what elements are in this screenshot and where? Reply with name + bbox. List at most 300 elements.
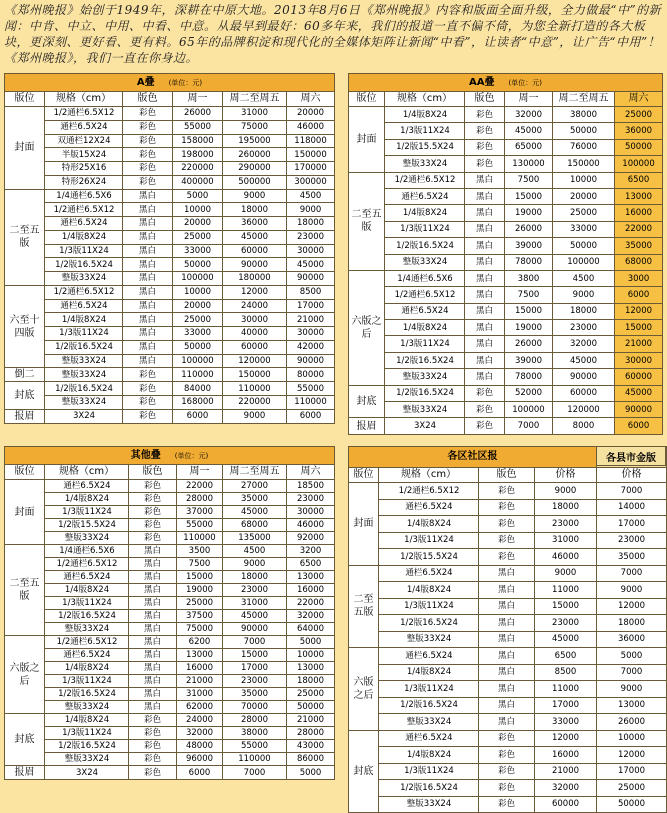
price-cell: 10000 xyxy=(597,730,667,747)
table-row xyxy=(349,205,663,221)
price-cell: 36000 xyxy=(223,217,287,231)
price-cell: 45000 xyxy=(223,610,287,623)
price-cell: 13000 xyxy=(615,188,663,204)
price-cell: 16000 xyxy=(287,584,335,597)
price-cell: 25000 xyxy=(177,597,223,610)
spec-cell: 1/2通栏6.5X12 xyxy=(45,636,129,649)
price-cell: 24000 xyxy=(223,299,287,313)
color-cell: 黑白 xyxy=(123,354,173,368)
table-row xyxy=(5,175,335,189)
color-cell: 彩色 xyxy=(479,549,535,566)
price-cell: 50000 xyxy=(615,139,663,155)
column-header: 版位 xyxy=(349,468,379,483)
table-title: 其他叠 xyxy=(130,449,161,461)
price-cell: 12000 xyxy=(597,747,667,764)
table-row xyxy=(349,156,663,172)
spec-cell: 整版33X24 xyxy=(385,156,465,172)
price-cell: 90000 xyxy=(615,402,663,418)
price-cell: 10000 xyxy=(553,172,615,188)
table-row xyxy=(5,217,335,231)
color-cell: 黑白 xyxy=(465,303,505,319)
section-label: 倒二 xyxy=(5,368,45,382)
color-cell: 彩色 xyxy=(123,120,173,134)
price-cell: 4500 xyxy=(223,545,287,558)
section-label: 六版之后 xyxy=(349,648,379,731)
spec-cell: 整版33X24 xyxy=(379,796,479,813)
color-cell: 黑白 xyxy=(479,714,535,731)
column-header: 版色 xyxy=(479,468,535,483)
table-row xyxy=(5,327,335,341)
table-header-row xyxy=(349,92,663,107)
color-cell: 黑白 xyxy=(129,636,177,649)
color-cell: 彩色 xyxy=(129,519,177,532)
color-cell: 黑白 xyxy=(465,188,505,204)
table-row xyxy=(349,598,667,615)
color-cell: 彩色 xyxy=(129,506,177,519)
table-row xyxy=(349,336,663,352)
color-cell: 黑白 xyxy=(123,313,173,327)
price-cell: 27000 xyxy=(223,480,287,493)
table-row xyxy=(349,303,663,319)
price-cell: 55000 xyxy=(287,382,335,396)
price-cell: 45000 xyxy=(505,123,553,139)
price-cell: 180000 xyxy=(223,272,287,286)
table-row xyxy=(349,369,663,385)
color-cell: 彩色 xyxy=(465,385,505,401)
spec-cell: 1/4版8X24 xyxy=(385,107,465,123)
price-cell: 22000 xyxy=(177,480,223,493)
price-cell: 30000 xyxy=(287,506,335,519)
column-header: 版色 xyxy=(465,92,505,107)
column-header: 版位 xyxy=(5,465,45,480)
price-cell: 45000 xyxy=(287,258,335,272)
section-label: 封面 xyxy=(349,107,385,173)
color-cell: 黑白 xyxy=(465,205,505,221)
price-cell: 11000 xyxy=(535,582,597,599)
price-cell: 150000 xyxy=(223,368,287,382)
spec-cell: 整版33X24 xyxy=(45,623,129,636)
spec-cell: 特形26X24 xyxy=(45,175,123,189)
price-cell: 12000 xyxy=(223,285,287,299)
table-row xyxy=(349,385,663,401)
price-cell: 46000 xyxy=(287,519,335,532)
price-cell: 170000 xyxy=(287,162,335,176)
price-cell: 46000 xyxy=(535,549,597,566)
spec-cell: 整版33X24 xyxy=(45,701,129,714)
color-cell: 彩色 xyxy=(123,148,173,162)
color-cell: 黑白 xyxy=(465,287,505,303)
price-cell: 15000 xyxy=(535,598,597,615)
color-cell: 彩色 xyxy=(479,516,535,533)
spec-cell: 1/2版16.5X24 xyxy=(45,610,129,623)
color-cell: 彩色 xyxy=(123,368,173,382)
price-cell: 110000 xyxy=(223,753,287,766)
price-cell: 158000 xyxy=(173,134,223,148)
table-row xyxy=(349,697,667,714)
price-cell: 100000 xyxy=(173,354,223,368)
spec-cell: 双通栏12X24 xyxy=(45,134,123,148)
table-row xyxy=(349,532,667,549)
price-cell: 6000 xyxy=(287,409,335,423)
table-row xyxy=(5,313,335,327)
column-header: 版色 xyxy=(123,92,173,107)
spec-cell: 1/3版11X24 xyxy=(45,675,129,688)
table-row xyxy=(349,565,667,582)
table-row xyxy=(349,287,663,303)
price-cell: 7000 xyxy=(597,664,667,681)
table-row xyxy=(5,258,335,272)
color-cell: 彩色 xyxy=(129,766,177,780)
spec-cell: 1/4版8X24 xyxy=(379,747,479,764)
price-cell: 21000 xyxy=(615,336,663,352)
table-row xyxy=(349,681,667,698)
price-cell: 3000 xyxy=(615,270,663,286)
color-cell: 黑白 xyxy=(123,244,173,258)
price-cell: 20000 xyxy=(173,217,223,231)
color-cell: 黑白 xyxy=(479,664,535,681)
color-cell: 彩色 xyxy=(123,175,173,189)
section-label: 六版之后 xyxy=(5,636,45,714)
table-row xyxy=(5,532,335,545)
spec-cell: 通栏6.5X24 xyxy=(379,499,479,516)
price-cell: 23000 xyxy=(223,675,287,688)
color-cell: 黑白 xyxy=(465,270,505,286)
price-cell: 22000 xyxy=(287,597,335,610)
color-cell: 黑白 xyxy=(479,697,535,714)
spec-cell: 通栏6.5X24 xyxy=(379,648,479,665)
spec-cell: 整版33X24 xyxy=(385,369,465,385)
color-cell: 彩色 xyxy=(129,740,177,753)
price-cell: 32000 xyxy=(505,107,553,123)
table-row xyxy=(349,320,663,336)
spec-cell: 整版33X24 xyxy=(385,402,465,418)
price-cell: 5000 xyxy=(597,648,667,665)
price-cell: 150000 xyxy=(553,156,615,172)
spec-cell: 半版15X24 xyxy=(45,148,123,162)
price-cell: 19000 xyxy=(505,205,553,221)
price-cell: 15000 xyxy=(505,188,553,204)
price-cell: 35000 xyxy=(597,549,667,566)
price-cell: 26000 xyxy=(505,336,553,352)
price-cell: 21000 xyxy=(177,675,223,688)
table-row xyxy=(349,747,667,764)
spec-cell: 1/4版8X24 xyxy=(385,320,465,336)
spec-cell: 1/4版8X24 xyxy=(379,582,479,599)
column-header: 周二至周五 xyxy=(223,465,287,480)
price-cell: 55000 xyxy=(173,120,223,134)
spec-cell: 通栏6.5X24 xyxy=(45,120,123,134)
price-cell: 220000 xyxy=(223,396,287,410)
price-cell: 8500 xyxy=(287,285,335,299)
table-row xyxy=(5,368,335,382)
rate-table-aa xyxy=(348,73,663,435)
spec-cell: 整版33X24 xyxy=(45,272,123,286)
section-label: 封底 xyxy=(349,730,379,813)
price-cell: 33000 xyxy=(173,244,223,258)
price-cell: 37500 xyxy=(177,610,223,623)
column-header: 周六 xyxy=(615,92,663,107)
section-label: 报眉 xyxy=(5,766,45,780)
color-cell: 黑白 xyxy=(479,631,535,648)
price-cell: 23000 xyxy=(597,532,667,549)
price-cell: 80000 xyxy=(287,368,335,382)
price-cell: 68000 xyxy=(615,254,663,270)
price-cell: 100000 xyxy=(553,254,615,270)
price-cell: 9000 xyxy=(535,565,597,582)
section-label: 封底 xyxy=(349,385,385,418)
color-cell: 黑白 xyxy=(465,238,505,254)
table-row xyxy=(349,172,663,188)
spec-cell: 1/2版15.5X24 xyxy=(379,549,479,566)
price-cell: 22000 xyxy=(615,221,663,237)
table-row xyxy=(349,714,667,731)
spec-cell: 整版33X24 xyxy=(45,368,123,382)
spec-cell: 1/3版11X24 xyxy=(45,597,129,610)
price-cell: 18000 xyxy=(553,303,615,319)
price-cell: 400000 xyxy=(173,175,223,189)
spec-cell: 1/3版11X24 xyxy=(45,506,129,519)
table-row xyxy=(349,549,667,566)
table-row xyxy=(5,727,335,740)
column-header: 周一 xyxy=(177,465,223,480)
spec-cell: 1/3版11X24 xyxy=(45,327,123,341)
table-row xyxy=(5,506,335,519)
price-cell: 3800 xyxy=(505,270,553,286)
table-row xyxy=(349,188,663,204)
price-cell: 100000 xyxy=(615,156,663,172)
column-header: 版位 xyxy=(5,92,45,107)
table-row xyxy=(349,615,667,632)
table-unit: (单位：元) xyxy=(174,451,209,460)
price-cell: 16000 xyxy=(535,747,597,764)
color-cell: 黑白 xyxy=(129,584,177,597)
price-cell: 12000 xyxy=(615,303,663,319)
color-cell: 黑白 xyxy=(123,217,173,231)
table-title-row xyxy=(5,74,335,92)
price-cell: 31000 xyxy=(177,688,223,701)
price-cell: 48000 xyxy=(177,740,223,753)
price-cell: 6200 xyxy=(177,636,223,649)
table-row xyxy=(5,107,335,121)
price-cell: 60000 xyxy=(223,340,287,354)
color-cell: 黑白 xyxy=(123,203,173,217)
spec-cell: 1/4版8X24 xyxy=(45,714,129,727)
price-cell: 13000 xyxy=(177,649,223,662)
price-cell: 38000 xyxy=(223,727,287,740)
color-cell: 彩色 xyxy=(129,532,177,545)
price-cell: 32000 xyxy=(535,780,597,797)
price-cell: 33000 xyxy=(553,221,615,237)
section-label: 六至十四版 xyxy=(5,285,45,368)
price-cell: 8500 xyxy=(535,664,597,681)
price-cell: 90000 xyxy=(553,369,615,385)
color-cell: 彩色 xyxy=(129,753,177,766)
table-row xyxy=(5,299,335,313)
price-cell: 90000 xyxy=(223,258,287,272)
table-row xyxy=(349,796,667,813)
price-cell: 7000 xyxy=(597,483,667,500)
price-cell: 40000 xyxy=(223,327,287,341)
price-cell: 28000 xyxy=(287,727,335,740)
color-cell: 黑白 xyxy=(129,662,177,675)
price-cell: 7000 xyxy=(505,418,553,434)
table-header-row xyxy=(349,468,667,483)
price-cell: 70000 xyxy=(223,701,287,714)
spec-cell: 整版33X24 xyxy=(385,254,465,270)
spec-cell: 1/4通栏6.5X6 xyxy=(45,545,129,558)
color-cell: 彩色 xyxy=(123,396,173,410)
price-cell: 6000 xyxy=(615,287,663,303)
spec-cell: 1/2通栏6.5X12 xyxy=(45,285,123,299)
section-label: 封面 xyxy=(5,107,45,190)
color-cell: 黑白 xyxy=(129,701,177,714)
price-cell: 7500 xyxy=(505,287,553,303)
price-cell: 17000 xyxy=(535,697,597,714)
section-label: 二至五版 xyxy=(349,172,385,270)
spec-cell: 整版33X24 xyxy=(45,532,129,545)
color-cell: 黑白 xyxy=(465,352,505,368)
price-cell: 75000 xyxy=(177,623,223,636)
table-title-cell xyxy=(5,447,335,465)
color-cell: 黑白 xyxy=(123,327,173,341)
color-cell: 黑白 xyxy=(465,369,505,385)
price-cell: 18000 xyxy=(223,203,287,217)
price-cell: 28000 xyxy=(177,493,223,506)
price-cell: 195000 xyxy=(223,134,287,148)
rate-table-a xyxy=(4,73,335,424)
table-row xyxy=(5,571,335,584)
price-cell: 120000 xyxy=(553,402,615,418)
price-cell: 10000 xyxy=(173,285,223,299)
price-cell: 16000 xyxy=(615,205,663,221)
price-cell: 28000 xyxy=(223,714,287,727)
table-row xyxy=(5,623,335,636)
price-cell: 21000 xyxy=(535,763,597,780)
price-cell: 7500 xyxy=(505,172,553,188)
price-cell: 21000 xyxy=(287,313,335,327)
table-row xyxy=(5,753,335,766)
price-cell: 84000 xyxy=(173,382,223,396)
color-cell: 彩色 xyxy=(479,532,535,549)
price-cell: 7000 xyxy=(597,565,667,582)
spec-cell: 1/4版8X24 xyxy=(45,493,129,506)
section-label: 报眉 xyxy=(349,418,385,434)
table-row xyxy=(349,664,667,681)
price-cell: 31000 xyxy=(223,597,287,610)
price-cell: 110000 xyxy=(287,396,335,410)
section-label: 报眉 xyxy=(5,409,45,423)
spec-cell: 1/4版8X24 xyxy=(379,516,479,533)
price-cell: 7000 xyxy=(223,766,287,780)
price-cell: 9000 xyxy=(553,287,615,303)
color-cell: 彩色 xyxy=(123,107,173,121)
column-header: 价格 xyxy=(597,468,667,483)
column-header: 周六 xyxy=(287,465,335,480)
price-cell: 21000 xyxy=(287,714,335,727)
color-cell: 彩色 xyxy=(129,714,177,727)
price-cell: 39000 xyxy=(505,352,553,368)
price-cell: 3500 xyxy=(177,545,223,558)
color-cell: 彩色 xyxy=(123,409,173,423)
section-label: 二至五版 xyxy=(5,545,45,636)
table-row xyxy=(5,545,335,558)
spec-cell: 1/4版8X24 xyxy=(45,662,129,675)
spec-cell: 整版33X24 xyxy=(45,354,123,368)
spec-cell: 1/2通栏6.5X12 xyxy=(385,172,465,188)
table-row xyxy=(5,230,335,244)
price-cell: 52000 xyxy=(505,385,553,401)
price-cell: 17000 xyxy=(597,516,667,533)
spec-cell: 1/3版11X24 xyxy=(379,598,479,615)
color-cell: 黑白 xyxy=(129,571,177,584)
price-cell: 9000 xyxy=(597,681,667,698)
price-cell: 30000 xyxy=(287,327,335,341)
table-row xyxy=(5,409,335,423)
spec-cell: 整版33X24 xyxy=(45,396,123,410)
price-cell: 220000 xyxy=(173,162,223,176)
spec-cell: 1/2版15.5X24 xyxy=(45,519,129,532)
price-cell: 50000 xyxy=(553,238,615,254)
price-cell: 6000 xyxy=(615,418,663,434)
price-cell: 13000 xyxy=(287,571,335,584)
price-cell: 64000 xyxy=(287,623,335,636)
price-cell: 6000 xyxy=(173,409,223,423)
color-cell: 彩色 xyxy=(479,796,535,813)
section-label: 封面 xyxy=(349,483,379,566)
color-cell: 彩色 xyxy=(129,480,177,493)
table-row xyxy=(349,780,667,797)
spec-cell: 通栏6.5X24 xyxy=(45,299,123,313)
price-cell: 30000 xyxy=(223,313,287,327)
price-cell: 96000 xyxy=(177,753,223,766)
spec-cell: 1/2版16.5X24 xyxy=(45,740,129,753)
price-cell: 300000 xyxy=(287,175,335,189)
color-cell: 黑白 xyxy=(123,340,173,354)
price-cell: 118000 xyxy=(287,134,335,148)
price-cell: 15000 xyxy=(223,649,287,662)
color-cell: 彩色 xyxy=(479,780,535,797)
price-cell: 65000 xyxy=(505,139,553,155)
price-cell: 20000 xyxy=(553,188,615,204)
table-row xyxy=(5,354,335,368)
spec-cell: 整版33X24 xyxy=(379,631,479,648)
spec-cell: 1/4版8X24 xyxy=(385,205,465,221)
price-cell: 23000 xyxy=(535,615,597,632)
spec-cell: 1/3版11X24 xyxy=(45,244,123,258)
price-cell: 90000 xyxy=(287,272,335,286)
price-cell: 39000 xyxy=(505,238,553,254)
spec-cell: 1/3版11X24 xyxy=(379,532,479,549)
price-cell: 110000 xyxy=(173,368,223,382)
color-cell: 黑白 xyxy=(479,598,535,615)
price-cell: 15000 xyxy=(615,320,663,336)
table-row xyxy=(5,134,335,148)
table-row xyxy=(349,499,667,516)
table-row xyxy=(349,730,667,747)
spec-cell: 1/4通栏6.5X6 xyxy=(385,270,465,286)
spec-cell: 通栏6.5X24 xyxy=(45,571,129,584)
spec-cell: 1/2版16.5X24 xyxy=(379,615,479,632)
section-label: 二至五版 xyxy=(349,565,379,648)
price-cell: 86000 xyxy=(287,753,335,766)
price-cell: 45000 xyxy=(615,385,663,401)
spec-cell: 1/4版8X24 xyxy=(45,313,123,327)
column-header: 规格（cm） xyxy=(379,468,479,483)
spec-cell: 1/2版16.5X24 xyxy=(385,385,465,401)
price-cell: 36000 xyxy=(615,123,663,139)
table-row xyxy=(5,675,335,688)
table-row xyxy=(349,582,667,599)
